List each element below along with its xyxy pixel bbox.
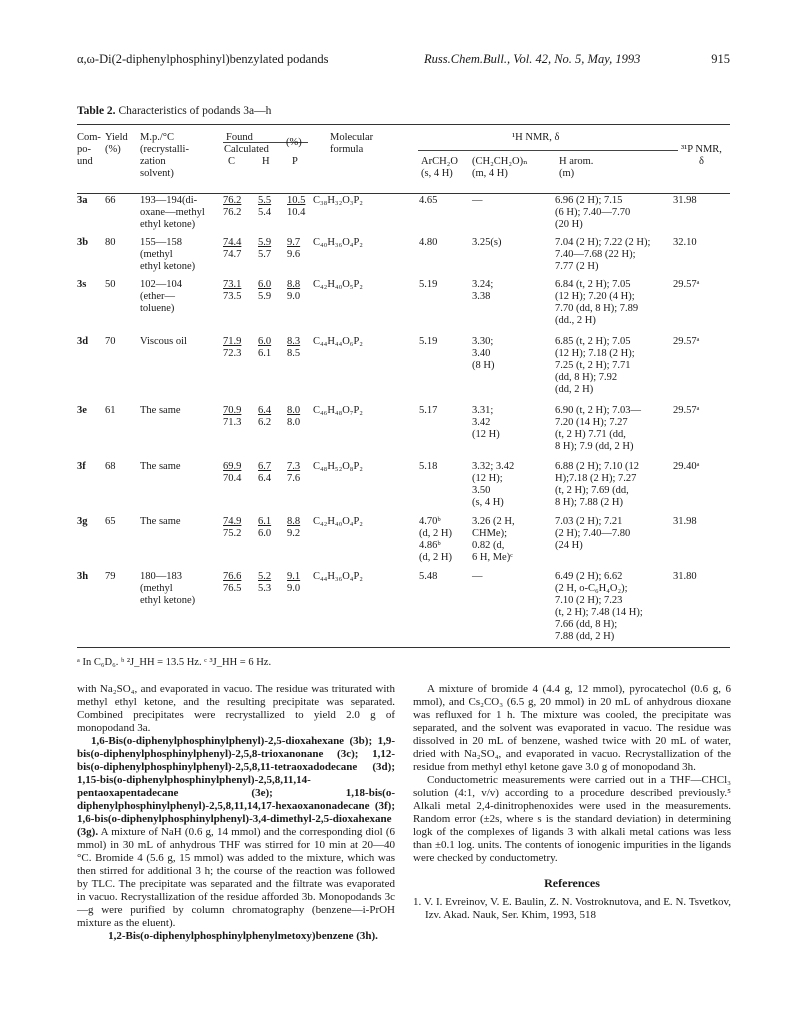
row-mp: The same bbox=[140, 516, 181, 527]
row-harom: 6.88 (2 H); 7.10 (12 H);7.18 (2 H); 7.27 (t, 2 H); 7.69 (dd, 8 H); 7.88 (2 H) bbox=[555, 461, 639, 508]
row-formula: C₄₂H₄₀O₄P₂ bbox=[313, 516, 363, 527]
row-harom: 6.96 (2 H); 7.15 (6 H); 7.40—7.70 (20 H) bbox=[555, 195, 631, 230]
row-harom: 6.90 (t, 2 H); 7.03— 7.20 (14 H); 7.27 (t, 2 H) 7.71 (dd, 8 H); 7.9 (dd, 2 H) bbox=[555, 405, 642, 452]
table-bottom-rule bbox=[77, 647, 730, 648]
row-p31: 29.57ᵃ bbox=[673, 405, 700, 416]
row-arch2o: 5.19 bbox=[419, 279, 438, 290]
row-p: 8.8 9.2 bbox=[287, 516, 301, 539]
left-paragraph-2 bbox=[77, 735, 395, 930]
row-compound: 3e bbox=[77, 405, 87, 416]
row-compound: 3f bbox=[77, 461, 86, 472]
row-mp: The same bbox=[140, 405, 181, 416]
header-c: C bbox=[228, 156, 236, 167]
row-ch2ch2o: 3.30; 3.40 (8 H) bbox=[472, 336, 495, 371]
row-yield: 61 bbox=[105, 405, 116, 416]
row-yield: 80 bbox=[105, 237, 116, 248]
row-formula: C₄₄H₃₆O₄P₂ bbox=[313, 571, 363, 582]
right-column bbox=[413, 683, 731, 922]
row-p: 10.5 10.4 bbox=[287, 195, 306, 218]
row-p31: 31.98 bbox=[673, 516, 697, 527]
row-h: 6.7 6.4 bbox=[258, 461, 272, 484]
header-yield: Yield (%) bbox=[105, 132, 128, 155]
row-harom: 7.03 (2 H); 7.21 (2 H); 7.40—7.80 (24 H) bbox=[555, 516, 631, 551]
row-formula: C₄₀H₃₆O₄P₂ bbox=[313, 237, 363, 248]
row-c: 76.6 76.5 bbox=[223, 571, 242, 594]
header-harom: H arom. (m) bbox=[559, 156, 594, 179]
row-yield: 66 bbox=[105, 195, 116, 206]
row-compound: 3d bbox=[77, 336, 89, 347]
row-compound: 3s bbox=[77, 279, 87, 290]
row-yield: 65 bbox=[105, 516, 116, 527]
row-arch2o: 4.65 bbox=[419, 195, 438, 206]
row-mp: 193—194(di- oxane—methyl ethyl ketone) bbox=[140, 195, 205, 230]
row-h: 5.5 5.4 bbox=[258, 195, 272, 218]
row-ch2ch2o: 3.25(s) bbox=[472, 237, 502, 248]
row-mp: 102—104 (ether— toluene) bbox=[140, 279, 182, 314]
row-mp: 180—183 (methyl ethyl ketone) bbox=[140, 571, 196, 606]
row-harom: 7.04 (2 H); 7.22 (2 H); 7.40—7.68 (22 H); 7.77 (2 H) bbox=[555, 237, 651, 272]
row-p31: 29.57ᵃ bbox=[673, 336, 700, 347]
row-yield: 50 bbox=[105, 279, 116, 290]
row-yield: 68 bbox=[105, 461, 116, 472]
row-c: 73.1 73.5 bbox=[223, 279, 242, 302]
row-formula: C₄₄H₄₄O₆P₂ bbox=[313, 336, 363, 347]
row-c: 71.9 72.3 bbox=[223, 336, 242, 359]
header-ch2ch2o: (CH₂CH₂O)ₙ (m, 4 H) bbox=[472, 156, 528, 179]
row-p: 9.7 9.6 bbox=[287, 237, 301, 260]
reference-item: 1. V. I. Evreinov, V. E. Baulin, Z. N. Vostroknutova, and E. N. Tsvetkov, Izv. Akad. Nauk, Ser. Khim, 1993, 518 bbox=[413, 896, 731, 921]
row-h: 6.4 6.2 bbox=[258, 405, 272, 428]
row-p31: 32.10 bbox=[673, 237, 697, 248]
row-formula: C₄₈H₅₂O₈P₂ bbox=[313, 461, 363, 472]
row-h: 5.2 5.3 bbox=[258, 571, 272, 594]
header-formula: Molecular formula bbox=[330, 132, 374, 155]
row-formula: C₄₆H₄₈O₇P₂ bbox=[313, 405, 363, 416]
row-ch2ch2o: — bbox=[472, 571, 483, 582]
header-p: P bbox=[292, 156, 298, 167]
row-yield: 70 bbox=[105, 336, 116, 347]
row-p31: 31.80 bbox=[673, 571, 697, 582]
row-h: 6.0 6.1 bbox=[258, 336, 272, 359]
header-found: Found bbox=[226, 132, 253, 143]
row-arch2o: 5.17 bbox=[419, 405, 438, 416]
journal-citation: Russ.Chem.Bull., Vol. 42, No. 5, May, 1993 bbox=[424, 52, 641, 66]
header-compound: Com- po- und bbox=[77, 132, 101, 167]
row-c: 69.9 70.4 bbox=[223, 461, 242, 484]
row-arch2o: 5.19 bbox=[419, 336, 438, 347]
header-calculated: Calculated bbox=[224, 144, 269, 155]
table-footnote: ᵃ In C₆D₆. ᵇ ²J_HH = 13.5 Hz. ᶜ ³J_HH = 6 Hz. bbox=[77, 657, 272, 668]
right-paragraph-2: Conductometric measurements were carried out in a THF—CHCl₃ solution (4:1, v/v) according to a procedure described previously.⁵ Alkali metal 2,4-dinitrophenoxides were used in the measurements. Random error (±2s, where s is the standard deviation) in determining logk of the complexes of ligands 3 with alkali metal cations was less than ±0.1 log. units. The contents of ionogenic impurities in the ligands were checked by conductometry. bbox=[413, 774, 731, 864]
table-caption-label: Table 2. bbox=[77, 105, 116, 117]
row-mp: The same bbox=[140, 461, 181, 472]
references-heading: References bbox=[544, 876, 600, 890]
table-header-rule bbox=[77, 193, 730, 194]
compounds-heading: 1,6-Bis(o-diphenylphosphinylphenyl)-2,5-dioxahexane (3b); 1,9-bis(o-diphenylphosphinylphenyl)-2,5,8-trioxanonane (3c); 1,12-bis(o-diphenylphosphinylphenyl)-2,5,8,11-tetraoxadodecane (3d); 1,15-bis(o-diphenylphosphinylphenyl)-2,5,8,11,14-pentaoxapentadecane (3e); 1,18-bis(o-diphenylphosphinylphenyl)-2,5,8,11,14,17-hexaoxanonadecane (3f); 1,6-bis(o-diphenylphosphinylphenyl)-3,4-dimethyl-2,5-dioxahexane (3g). bbox=[77, 735, 395, 838]
running-head bbox=[77, 52, 730, 70]
header-percent: (%) bbox=[286, 137, 302, 148]
row-c: 76.2 76.2 bbox=[223, 195, 242, 218]
table-top-rule bbox=[77, 124, 730, 125]
row-formula: C₃₈H₃₂O₃P₂ bbox=[313, 195, 363, 206]
row-ch2ch2o: 3.24; 3.38 bbox=[472, 279, 494, 302]
row-compound: 3b bbox=[77, 237, 89, 248]
left-paragraph-3 bbox=[77, 930, 395, 943]
row-p: 9.1 9.0 bbox=[287, 571, 301, 594]
row-mp: Viscous oil bbox=[140, 336, 187, 347]
header-p31: ³¹P NMR, δ bbox=[681, 144, 722, 167]
right-paragraph-1: A mixture of bromide 4 (4.4 g, 12 mmol), pyrocatechol (0.6 g, 6 mmol), and Cs₂CO₃ (6.5 g, 20 mmol) in 20 mL of anhydrous dioxane was refluxed for 1 h. The mixture was cooled, the precipitate was separated, and the solvent was evaporated in vacuo. The residue was dissolved in 20 mL of benzene, washed twice with 20 mL of water, dried with Na₂SO₄, and evaporated in vacuo. Recrystallization of the residue from methyl ethyl ketone gave 3.0 g of monopodand 3h. bbox=[413, 683, 731, 773]
row-ch2ch2o: — bbox=[472, 195, 483, 206]
row-h: 6.1 6.0 bbox=[258, 516, 272, 539]
row-c: 74.9 75.2 bbox=[223, 516, 242, 539]
row-ch2ch2o: 3.26 (2 H, CHMe); 0.82 (d, 6 H, Me)ᶜ bbox=[472, 516, 515, 563]
header-h: H bbox=[262, 156, 270, 167]
row-arch2o: 4.70ᵇ (d, 2 H) 4.86ᵇ (d, 2 H) bbox=[419, 516, 452, 563]
row-p: 8.0 8.0 bbox=[287, 405, 301, 428]
row-h: 6.0 5.9 bbox=[258, 279, 272, 302]
row-ch2ch2o: 3.31; 3.42 (12 H) bbox=[472, 405, 500, 440]
row-p: 8.3 8.5 bbox=[287, 336, 301, 359]
row-arch2o: 5.48 bbox=[419, 571, 438, 582]
left-paragraph-1: with Na₂SO₄, and evaporated in vacuo. The residue was triturated with methyl ethyl ketone, and the resulting precipitate was separated. Combined precipitates were recrystallized to yield 2.0 g of monopodand 3a. bbox=[77, 683, 395, 734]
h1nmr-rule bbox=[418, 150, 678, 151]
row-arch2o: 4.80 bbox=[419, 237, 438, 248]
row-p31: 29.57ᵃ bbox=[673, 279, 700, 290]
row-compound: 3g bbox=[77, 516, 88, 527]
row-p: 8.8 9.0 bbox=[287, 279, 301, 302]
row-c: 74.4 74.7 bbox=[223, 237, 242, 260]
row-h: 5.9 5.7 bbox=[258, 237, 272, 260]
row-arch2o: 5.18 bbox=[419, 461, 438, 472]
row-formula: C₄₂H₄₀O₅P₂ bbox=[313, 279, 363, 290]
left-column bbox=[77, 683, 395, 943]
row-yield: 79 bbox=[105, 571, 116, 582]
row-p31: 31.98 bbox=[673, 195, 697, 206]
running-title: α,ω-Di(2-diphenylphosphinyl)benzylated podands bbox=[77, 52, 329, 66]
row-compound: 3a bbox=[77, 195, 88, 206]
row-harom: 6.49 (2 H); 6.62 (2 H, o-C₆H₄O₂); 7.10 (2 H); 7.23 (t, 2 H); 7.48 (14 H); 7.66 (dd, 8 H); 7.88 (dd, 2 H) bbox=[555, 571, 643, 642]
row-harom: 6.85 (t, 2 H); 7.05 (12 H); 7.18 (2 H); 7.25 (t, 2 H); 7.71 (dd, 8 H); 7.92 (dd, 2 H) bbox=[555, 336, 635, 395]
compound-3h-heading: 1,2-Bis(o-diphenylphosphinylphenylmetoxy)benzene (3h). bbox=[108, 930, 378, 942]
row-c: 70.9 71.3 bbox=[223, 405, 242, 428]
row-mp: 155—158 (methyl ethyl ketone) bbox=[140, 237, 196, 272]
row-p: 7.3 7.6 bbox=[287, 461, 301, 484]
page-number: 915 bbox=[711, 52, 730, 66]
header-mp: M.p./°C (recrystalli- zation solvent) bbox=[140, 132, 189, 179]
table-caption bbox=[77, 105, 271, 117]
header-h1nmr: ¹H NMR, δ bbox=[512, 132, 560, 143]
row-harom: 6.84 (t, 2 H); 7.05 (12 H); 7.20 (4 H); 7.70 (dd, 8 H); 7.89 (dd., 2 H) bbox=[555, 279, 639, 326]
row-ch2ch2o: 3.32; 3.42 (12 H); 3.50 (s, 4 H) bbox=[472, 461, 515, 508]
row-compound: 3h bbox=[77, 571, 89, 582]
row-p31: 29.40ᵃ bbox=[673, 461, 700, 472]
procedure-text: A mixture of NaH (0.6 g, 14 mmol) and the corresponding diol (6 mmol) in 30 mL of anhydrous THF was stirred for 10 min at 20—40 °C. Bromide 4 (5.6 g, 15 mmol) was added to the mixture, which was then stirred for additional 3 h; the course of the reaction was followed by TLC. The precipitate was separated and the filtrate was evaporated in vacuo. Recrystallization of the residue afforded 3b. Monopodands 3c—g were purified by column chromatography (benzene—i-PrOH mixture as the eluent). bbox=[77, 826, 395, 929]
table-caption-text: Characteristics of podands 3a—h bbox=[118, 105, 272, 117]
header-arch2o: ArCH₂O (s, 4 H) bbox=[421, 156, 458, 179]
